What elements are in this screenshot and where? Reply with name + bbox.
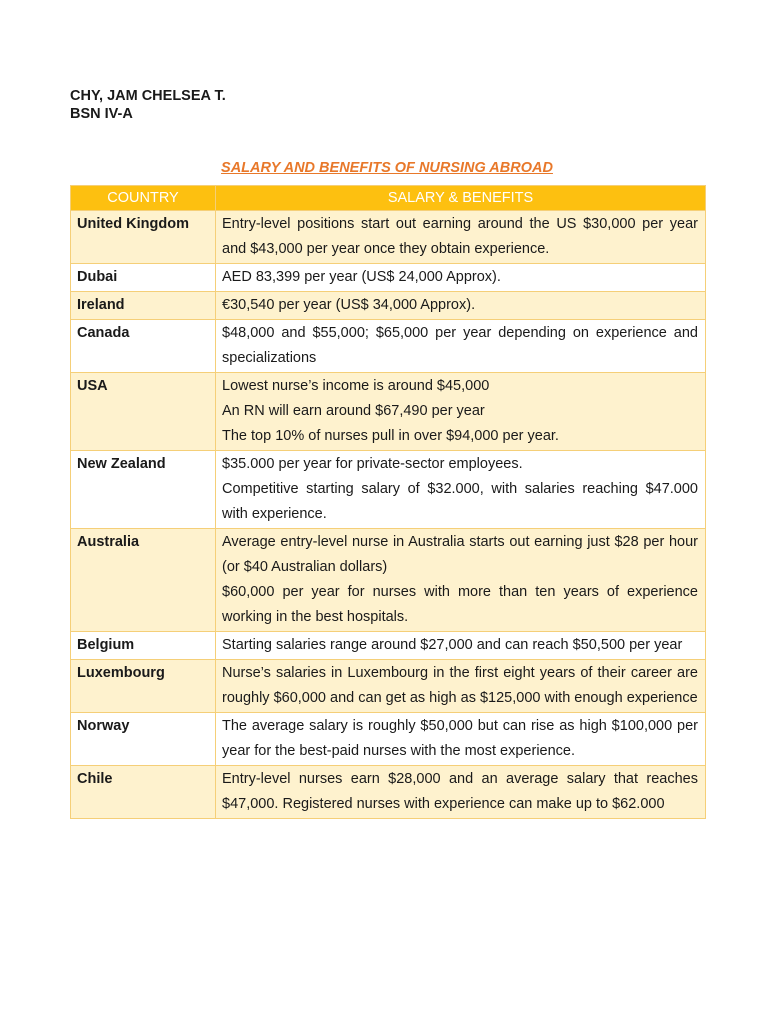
document-title: SALARY AND BENEFITS OF NURSING ABROAD [221,160,553,176]
salary-benefits-line: Entry-level nurses earn $28,000 and an average salary that reaches $47,000. Registered nurses with experience can make up to $62.000 [222,771,698,812]
country-cell: New Zealand [71,451,216,529]
salary-benefits-cell [216,373,706,451]
salary-benefits-cell [216,451,706,529]
table-row [71,264,706,292]
table-row [71,373,706,451]
author-section: BSN IV-A [70,106,133,122]
salary-benefits-line: $48,000 and $55,000; $65,000 per year depending on experience and specializations [222,325,698,366]
salary-benefits-line: Lowest nurse’s income is around $45,000 [222,378,490,394]
salary-benefits-cell [216,766,706,819]
table-row [71,292,706,320]
table-row [71,451,706,529]
table-row [71,211,706,264]
salary-benefits-cell [216,320,706,373]
salary-benefits-line: Average entry-level nurse in Australia starts out earning just $28 per hour (or $40 Australian dollars) [222,534,698,575]
country-cell: Luxembourg [71,660,216,713]
table-row [71,632,706,660]
salary-benefits-line: €30,540 per year (US$ 34,000 Approx). [222,297,476,313]
country-cell: Ireland [71,292,216,320]
country-cell: USA [71,373,216,451]
table-row [71,766,706,819]
salary-table [70,185,706,819]
salary-benefits-line: Nurse’s salaries in Luxembourg in the first eight years of their career are roughly $60,000 and can get as high as $125,000 with enough experience [222,665,698,706]
salary-benefits-line: Starting salaries range around $27,000 and can reach $50,500 per year [222,637,683,653]
salary-benefits-cell [216,713,706,766]
salary-benefits-line: An RN will earn around $67,490 per year [222,403,485,419]
salary-benefits-cell [216,264,706,292]
author-name: CHY, JAM CHELSEA T. [70,88,226,104]
table-header-row [71,186,706,211]
country-cell: Dubai [71,264,216,292]
country-cell: Norway [71,713,216,766]
country-cell: Canada [71,320,216,373]
salary-benefits-cell [216,529,706,632]
salary-benefits-cell [216,632,706,660]
table-row [71,320,706,373]
salary-benefits-cell [216,660,706,713]
country-cell: Chile [71,766,216,819]
salary-benefits-cell [216,292,706,320]
salary-benefits-line: The average salary is roughly $50,000 but can rise as high $100,000 per year for the best-paid nurses with the most experience. [222,718,698,759]
salary-benefits-line: The top 10% of nurses pull in over $94,000 per year. [222,428,559,444]
column-header-salary: SALARY & BENEFITS [216,186,706,211]
salary-benefits-cell [216,211,706,264]
salary-benefits-line: $35.000 per year for private-sector employees. [222,456,523,472]
salary-benefits-line: Competitive starting salary of $32.000, with salaries reaching $47.000 with experience. [222,481,698,522]
salary-benefits-line: Entry-level positions start out earning around the US $30,000 per year and $43,000 per year once they obtain experience. [222,216,698,257]
column-header-country: COUNTRY [71,186,216,211]
salary-benefits-line: AED 83,399 per year (US$ 24,000 Approx). [222,269,501,285]
country-cell: Belgium [71,632,216,660]
table-row [71,713,706,766]
country-cell: Australia [71,529,216,632]
salary-benefits-line: $60,000 per year for nurses with more than ten years of experience working in the best hospitals. [222,584,698,625]
author-block [70,87,226,123]
table-row [71,529,706,632]
country-cell: United Kingdom [71,211,216,264]
table-row [71,660,706,713]
